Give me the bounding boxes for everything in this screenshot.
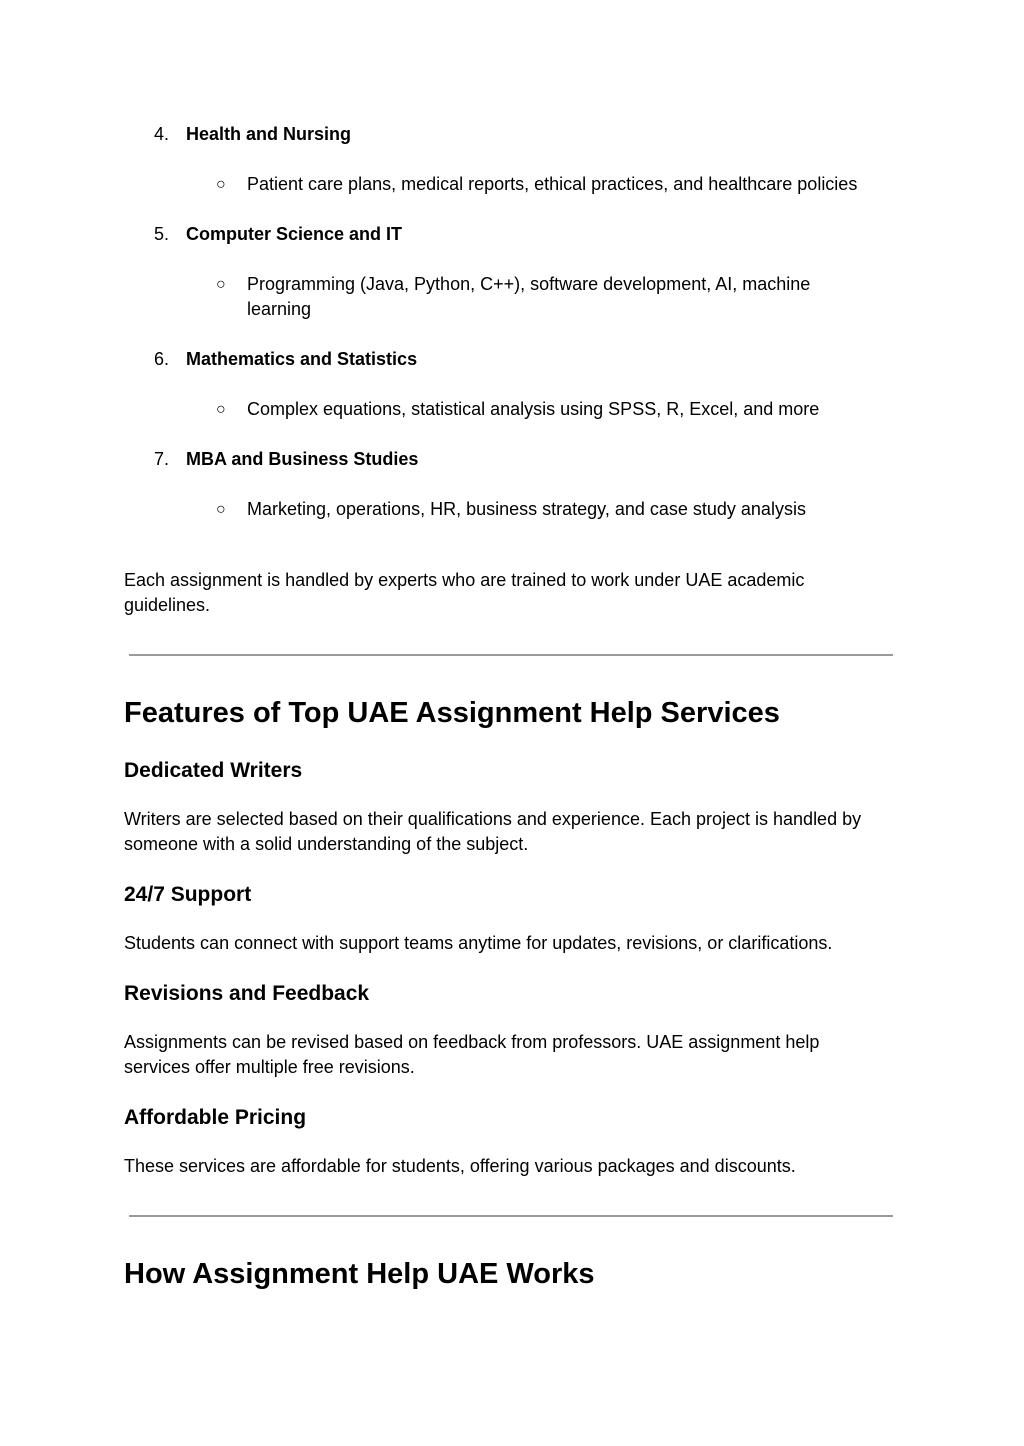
feature-text-pricing: These services are affordable for students, offering various packages and discounts.	[124, 1156, 796, 1176]
subject-item-mba	[154, 447, 418, 471]
hollow-circle-bullet-icon: ○	[216, 176, 226, 193]
how-it-works-heading: How Assignment Help UAE Works	[124, 1258, 595, 1290]
feature-title-support: 24/7 Support	[124, 883, 252, 906]
subject-title: MBA and Business Studies	[186, 449, 419, 469]
subject-title: Health and Nursing	[186, 124, 352, 144]
feature-title-pricing: Affordable Pricing	[124, 1106, 307, 1129]
subject-detail-text: Programming (Java, Python, C++), software development, AI, machine learning	[247, 274, 811, 319]
feature-title-dedicated-writers: Dedicated Writers	[124, 759, 303, 782]
subject-detail-health-nursing	[216, 172, 896, 197]
feature-text-dedicated-writers: Writers are selected based on their qualifications and experience. Each project is handled by someone with a solid understanding of the subject.	[124, 809, 862, 854]
list-number: 6.	[154, 349, 170, 369]
list-number: 7.	[154, 449, 170, 469]
horizontal-divider	[129, 654, 893, 656]
subject-detail-text: Marketing, operations, HR, business strategy, and case study analysis	[247, 499, 806, 519]
subject-detail-computer-science	[216, 272, 856, 322]
feature-text-revisions: Assignments can be revised based on feedback from professors. UAE assignment help services offer multiple free revisions.	[124, 1032, 820, 1077]
subject-detail-text: Complex equations, statistical analysis using SPSS, R, Excel, and more	[247, 399, 820, 419]
feature-text-support: Students can connect with support teams anytime for updates, revisions, or clarifications.	[124, 933, 833, 953]
list-number: 4.	[154, 124, 170, 144]
subject-item-computer-science	[154, 222, 402, 246]
horizontal-divider	[129, 1215, 893, 1217]
hollow-circle-bullet-icon: ○	[216, 276, 226, 293]
subject-item-mathematics	[154, 347, 417, 371]
hollow-circle-bullet-icon: ○	[216, 401, 226, 418]
hollow-circle-bullet-icon: ○	[216, 501, 226, 518]
subject-detail-text: Patient care plans, medical reports, ethical practices, and healthcare policies	[247, 174, 858, 194]
subject-title: Mathematics and Statistics	[186, 349, 418, 369]
list-number: 5.	[154, 224, 170, 244]
feature-title-revisions: Revisions and Feedback	[124, 982, 370, 1005]
subject-detail-mathematics	[216, 397, 896, 422]
subject-detail-mba	[216, 497, 896, 522]
subject-item-health-nursing	[154, 122, 351, 146]
subject-title: Computer Science and IT	[186, 224, 403, 244]
features-heading: Features of Top UAE Assignment Help Services	[124, 697, 780, 729]
intro-closing-paragraph: Each assignment is handled by experts who are trained to work under UAE academic guidelines.	[124, 570, 805, 615]
